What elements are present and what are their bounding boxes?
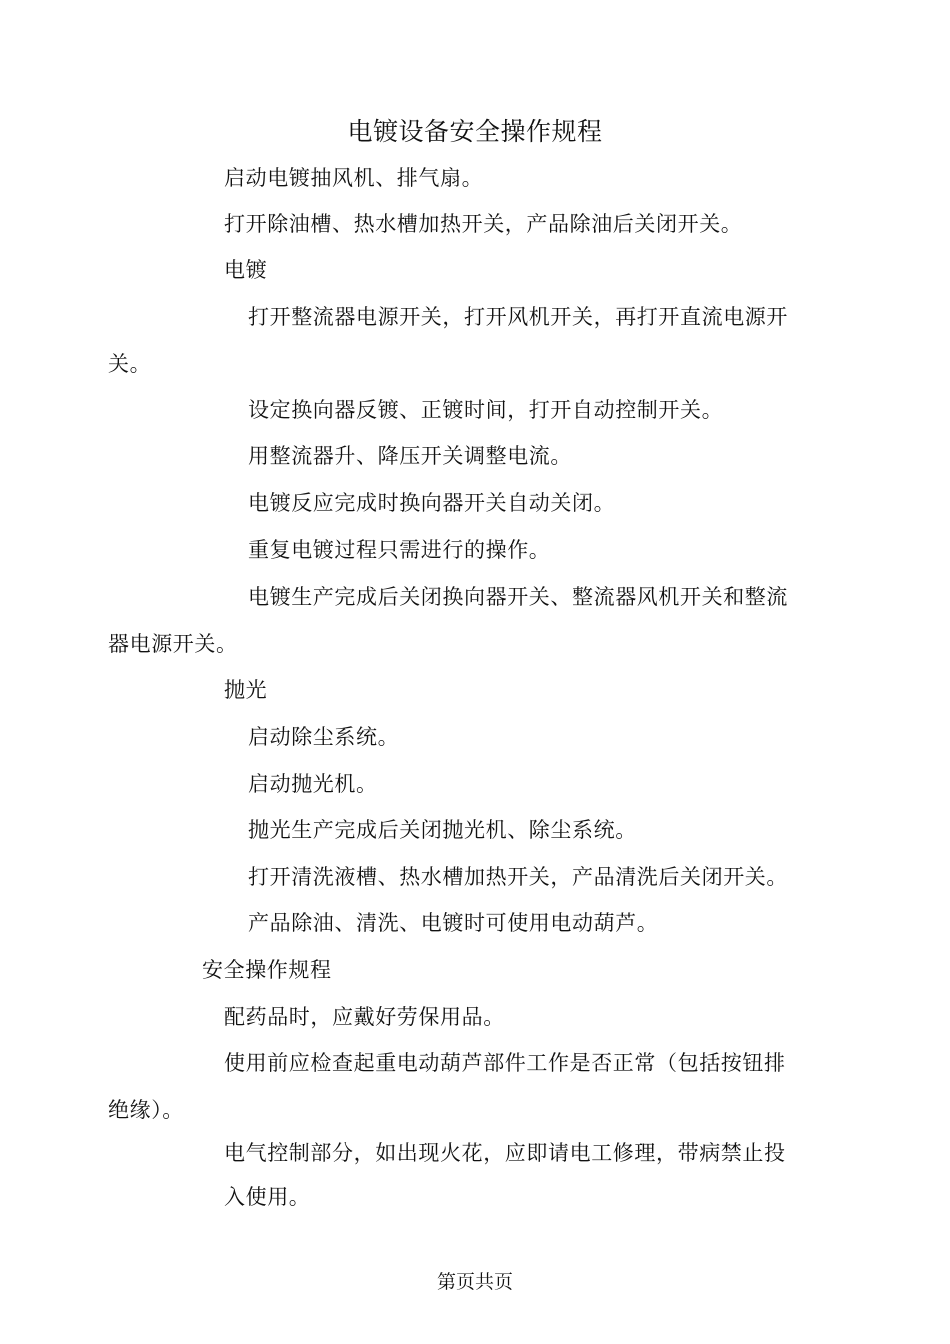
rule-electrical-spark-cont: 入使用。 — [224, 1185, 311, 1209]
step-electric-hoist: 产品除油、清洗、电镀时可使用电动葫芦。 — [248, 911, 659, 935]
step-auto-off: 电镀反应完成时换向器开关自动关闭。 — [248, 491, 616, 515]
step-rectifier-power: 打开整流器电源开关，打开风机开关，再打开直流电源开 — [248, 305, 788, 329]
step-degrease-heating: 打开除油槽、热水槽加热开关，产品除油后关闭开关。 — [224, 212, 743, 236]
page-footer: 第页共页 — [436, 1271, 513, 1293]
rule-protective-gear: 配药品时，应戴好劳保用品。 — [224, 1005, 505, 1029]
document-title: 电镀设备安全操作规程 — [347, 117, 603, 146]
step-reverser-time: 设定换向器反镀、正镀时间，打开自动控制开关。 — [248, 398, 724, 422]
step-dust-system: 启动除尘系统。 — [248, 725, 400, 749]
section-heading-plating: 电镀 — [224, 258, 268, 282]
rule-hoist-check-cont: 绝缘）。 — [108, 1098, 184, 1122]
step-polish-finish: 抛光生产完成后关闭抛光机、除尘系统。 — [248, 818, 637, 842]
step-adjust-current: 用整流器升、降压开关调整电流。 — [248, 444, 572, 468]
step-plating-finish: 电镀生产完成后关闭换向器开关、整流器风机开关和整流 — [248, 585, 788, 609]
step-repeat: 重复电镀过程只需进行的操作。 — [248, 538, 551, 562]
step-plating-finish-cont: 器电源开关。 — [108, 632, 238, 656]
step-rectifier-power-cont: 关。 — [108, 352, 152, 376]
step-start-exhaust: 启动电镀抽风机、排气扇。 — [224, 166, 484, 190]
section-heading-polishing: 抛光 — [224, 678, 268, 702]
step-cleaning-heating: 打开清洗液槽、热水槽加热开关，产品清洗后关闭开关。 — [248, 865, 788, 889]
rule-hoist-check: 使用前应检查起重电动葫芦部件工作是否正常（包括按钮排 — [224, 1051, 786, 1075]
step-polisher-start: 启动抛光机。 — [248, 772, 378, 796]
rule-electrical-spark: 电气控制部分，如出现火花，应即请电工修理，带病禁止投 — [224, 1141, 786, 1165]
section-heading-safety: 安全操作规程 — [202, 958, 332, 982]
